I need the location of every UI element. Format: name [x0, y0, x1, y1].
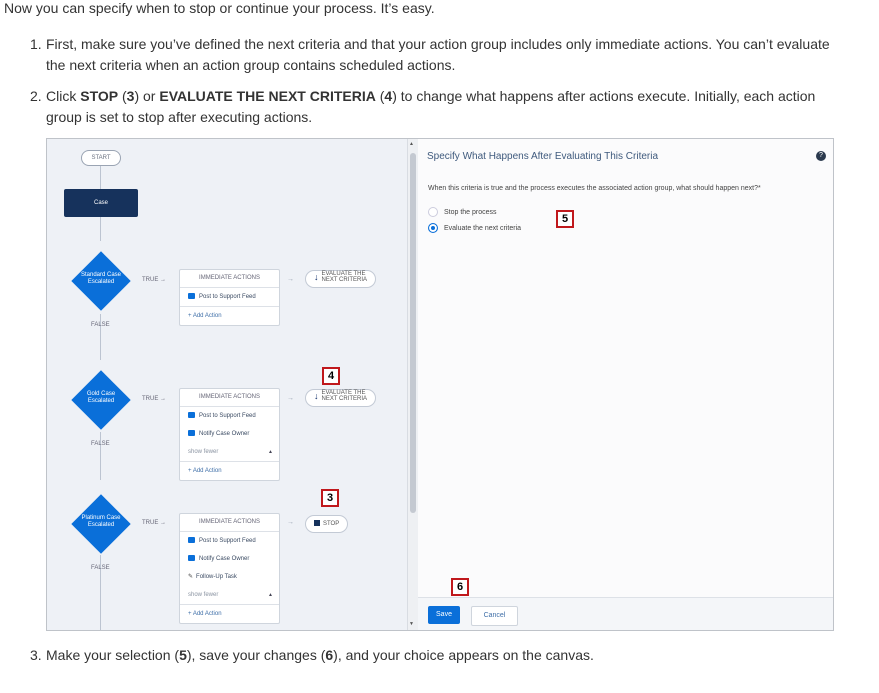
step-1-line1: First, make sure you’ve defined the next criteria and that your action group includes only immediate actions. You can’t evaluate	[46, 36, 830, 52]
chat-icon	[188, 293, 195, 299]
action-post-feed[interactable]: Post to Support Feed	[180, 407, 279, 425]
action-notify-owner[interactable]: Notify Case Owner	[180, 550, 279, 568]
start-node[interactable]: START	[81, 150, 121, 166]
add-action-button[interactable]: + Add Action	[180, 306, 279, 325]
true-label: TRUE →	[142, 520, 167, 526]
stop-icon	[314, 520, 320, 526]
callout-6: 6	[451, 578, 469, 596]
chat-icon	[188, 412, 195, 418]
add-action-button[interactable]: + Add Action	[180, 604, 279, 623]
step-1-text	[46, 34, 830, 76]
step-2-line1: Click STOP (3) or EVALUATE THE NEXT CRITERIA (4) to change what happens after actions execute. Initially, each action	[46, 88, 816, 104]
panel-question: When this criteria is true and the process executes the associated action group, what should happen next?*	[428, 185, 761, 192]
email-icon	[188, 555, 195, 561]
stop-pill[interactable]: STOP	[305, 515, 348, 533]
arrow-down-icon: ↓	[314, 391, 319, 401]
step-2-line2: group is set to stop after executing actions.	[46, 109, 313, 125]
scrollbar-thumb[interactable]	[410, 153, 416, 513]
criteria-node-platinum[interactable]: Platinum Case Escalated	[70, 493, 130, 553]
action-group-platinum	[179, 513, 280, 624]
process-canvas	[47, 139, 407, 630]
step-2-number: 2.	[30, 88, 42, 104]
action-post-feed[interactable]: Post to Support Feed	[180, 288, 279, 306]
save-button[interactable]: Save	[428, 606, 460, 624]
false-label: FALSE	[91, 565, 110, 571]
step-3-text: Make your selection (5), save your changes (6), and your choice appears on the canvas.	[46, 647, 594, 663]
action-follow-up-task[interactable]: ✎ Follow-Up Task	[180, 568, 279, 586]
action-notify-owner[interactable]: Notify Case Owner	[180, 425, 279, 443]
step-3-number: 3.	[30, 647, 42, 663]
radio-evaluate[interactable]	[428, 223, 438, 233]
panel-title: Specify What Happens After Evaluating This Criteria	[427, 151, 659, 162]
scroll-down-icon[interactable]: ▼	[409, 621, 414, 627]
email-icon	[188, 430, 195, 436]
option-evaluate-next[interactable]: Evaluate the next criteria	[428, 223, 521, 233]
intro-text: Now you can specify when to stop or continue your process. It’s easy.	[4, 0, 435, 16]
chat-icon	[188, 537, 195, 543]
cancel-button[interactable]: Cancel	[471, 606, 518, 626]
action-post-feed[interactable]: Post to Support Feed	[180, 532, 279, 550]
evaluate-next-criteria-pill[interactable]: ↓ EVALUATE THE NEXT CRITERIA	[305, 389, 376, 407]
caret-up-icon: ▲	[268, 449, 273, 455]
option-stop-process[interactable]: Stop the process	[428, 207, 497, 217]
radio-stop[interactable]	[428, 207, 438, 217]
true-label: TRUE →	[142, 277, 167, 283]
pencil-icon: ✎	[188, 574, 194, 580]
step-1-line2: the next criteria when an action group contains scheduled actions.	[46, 57, 456, 73]
step-3	[30, 645, 860, 667]
add-action-button[interactable]: + Add Action	[180, 461, 279, 480]
criteria-settings-panel	[418, 139, 833, 630]
false-label: FALSE	[91, 322, 110, 328]
process-builder-screenshot	[46, 138, 834, 631]
panel-footer	[418, 597, 833, 631]
caret-up-icon: ▲	[268, 592, 273, 598]
evaluate-next-criteria-pill[interactable]: ↓ EVALUATE THE NEXT CRITERIA	[305, 270, 376, 288]
action-group-standard	[179, 269, 280, 326]
arrow-icon: →	[287, 519, 294, 526]
immediate-actions-header: IMMEDIATE ACTIONS	[180, 270, 279, 288]
scroll-up-icon[interactable]: ▲	[409, 141, 414, 147]
step-1	[30, 34, 860, 78]
criteria-node-gold[interactable]: Gold Case Escalated	[70, 369, 130, 429]
immediate-actions-header: IMMEDIATE ACTIONS	[180, 514, 279, 532]
case-object-node[interactable]: Case	[64, 189, 138, 217]
arrow-down-icon: ↓	[314, 272, 319, 282]
arrow-icon: →	[287, 395, 294, 402]
step-2	[30, 86, 860, 130]
help-icon[interactable]: ?	[816, 151, 826, 161]
step-2-text	[46, 86, 815, 128]
callout-3: 3	[321, 489, 339, 507]
canvas-scrollbar[interactable]	[407, 139, 418, 630]
immediate-actions-header: IMMEDIATE ACTIONS	[180, 389, 279, 407]
show-fewer-toggle[interactable]: show fewer ▲	[180, 586, 279, 604]
callout-4: 4	[322, 367, 340, 385]
arrow-icon: →	[287, 276, 294, 283]
false-label: FALSE	[91, 441, 110, 447]
callout-5: 5	[556, 210, 574, 228]
criteria-node-standard[interactable]: Standard Case Escalated	[70, 250, 130, 310]
step-1-number: 1.	[30, 36, 42, 52]
action-group-gold	[179, 388, 280, 481]
true-label: TRUE →	[142, 396, 167, 402]
show-fewer-toggle[interactable]: show fewer ▲	[180, 443, 279, 461]
